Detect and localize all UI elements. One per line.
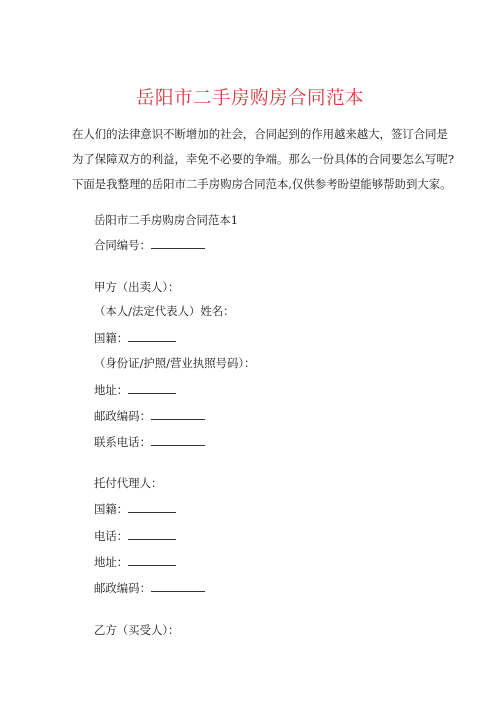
intro-line-2: 为了保障双方的利益，幸免不必要的争端。那么一份具体的合同要怎么写呢? (72, 152, 454, 166)
party-a-phone-blank (151, 435, 205, 446)
party-a-postcode-row (94, 408, 205, 424)
party-a-nationality-blank (128, 331, 176, 342)
agent-phone-row (94, 528, 176, 544)
intro-paragraph (72, 122, 454, 197)
party-a-address-blank (128, 383, 176, 394)
party-a-name-label: （本人/法定代表人）姓名： (94, 304, 235, 318)
intro-line-1: 在人们的法律意识不断增加的社会，合同起到的作用越来越大，签订合同是 (72, 127, 448, 141)
party-a-nationality-row (94, 330, 176, 346)
party-a-address-row (94, 382, 176, 398)
agent-postcode-blank (151, 581, 205, 592)
agent-postcode-row (94, 580, 205, 596)
party-a-address-label: 地址： (94, 383, 129, 397)
party-a-postcode-blank (151, 409, 205, 420)
agent-nationality-label: 国籍： (94, 502, 129, 516)
intro-line-3: 下面是我整理的岳阳市二手房购房合同范本,仅供参考盼望能够帮助到大家。 (72, 177, 452, 191)
agent-address-label: 地址： (94, 555, 129, 569)
party-a-phone-row (94, 434, 205, 450)
agent-nationality-row (94, 501, 176, 517)
agent-address-blank (128, 555, 176, 566)
party-a-heading: 甲方（出卖人）： (94, 280, 180, 294)
contract-number-blank (151, 238, 205, 249)
document-title: 岳阳市二手房购房合同范本 (135, 88, 364, 109)
template-title: 岳阳市二手房购房合同范本1 (94, 213, 238, 227)
contract-number-row (94, 237, 205, 253)
agent-heading: 托付代理人： (94, 476, 163, 490)
contract-number-label: 合同编号： (94, 238, 151, 252)
agent-phone-blank (128, 529, 176, 540)
party-a-postcode-label: 邮政编码： (94, 409, 151, 423)
agent-postcode-label: 邮政编码： (94, 581, 151, 595)
party-b-heading: 乙方（买受人）： (94, 623, 180, 637)
agent-nationality-blank (128, 502, 176, 513)
party-a-id-label: （身份证/护照/营业执照号码）： (94, 356, 256, 370)
agent-address-row (94, 554, 176, 570)
party-a-nationality-label: 国籍： (94, 331, 129, 345)
agent-phone-label: 电话： (94, 529, 129, 543)
party-a-phone-label: 联系电话： (94, 435, 151, 449)
